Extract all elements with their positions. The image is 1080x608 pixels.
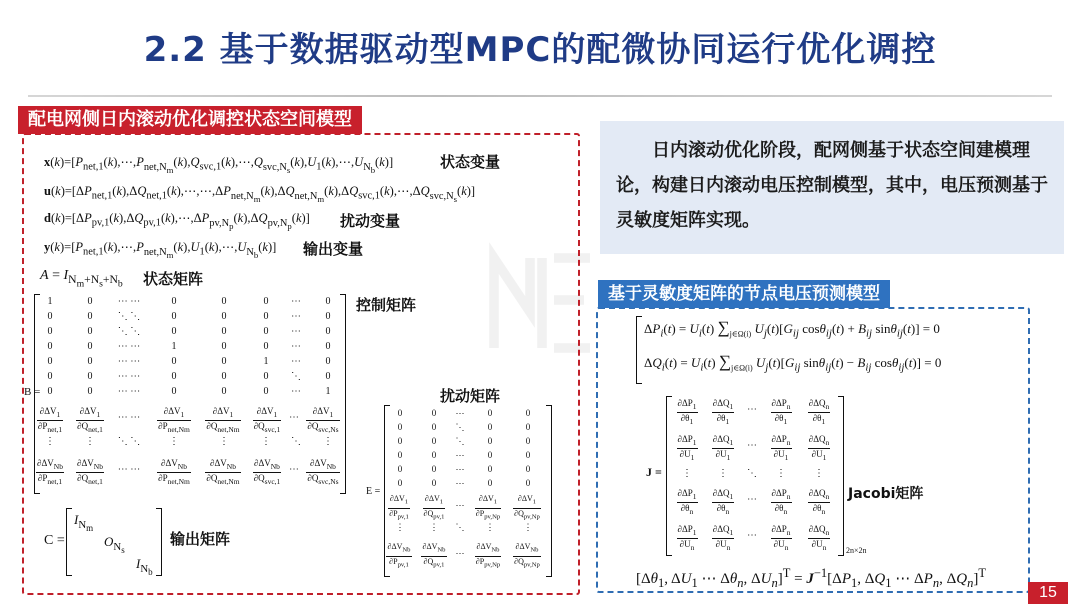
voltage-prediction-equation: [$\Delta\theta_1$, $\Delta U_1$ ⋯ $\Delta\theta_n$, $\Delta U_n]^T = J^{-1}[\Delta P_1$, $\Delta Q_1$ ⋯ $\Delta P_n$, $\Delta Q_n]^T$ <box>636 566 986 590</box>
output-vector-equation: $y(k)=[P_{net,1}(k),\cdots,P_{net,N_m}(k),U_1(k),\cdots,U_{N_b}(k)]$ <box>44 240 277 260</box>
jacobian-size: 2n×2n <box>846 546 867 555</box>
output-matrix-left-bracket <box>66 508 72 576</box>
control-matrix-symbol: B = <box>24 386 41 398</box>
jacobian-right-bracket <box>838 396 844 556</box>
state-matrix-equation: $A = I_{N_m+N_s+N_b}$ <box>40 268 123 290</box>
title-divider <box>28 95 1052 97</box>
control-matrix-body: 1 0 ⋯ ⋯ 0 0 0 ⋯ 0 0 0 ⋱ ⋱ 0 0 0 ⋯ 0 0 0 ⋱ ⋱ 0 0 0 ⋯ 0 0 0 ⋯ ⋯ 1 0 0 ⋯ 0 0 0 ⋯ ⋯ 0 0 1 ⋯ 0 0 0 ⋯ ⋯ 0 0 0 ⋱ 0 0 0 ⋯ ⋯ 0 0 0 ⋯ 1 $\frac{\partial\Delta V_1}{\partial P_{net,1}}$ $\frac{\partial\Delta V_1}{\partial Q_{net,1}}$ ⋯ ⋯ $\frac{\partial\Delta V_1}{\partial P_{net,Nm}}$ $\frac{\partial\Delta V_1}{\partial Q_{net,Nm}}$ $\frac{\partial\Delta V_1}{\partial Q_{svc,1}}$ ⋯ $\frac{\partial\Delta V_1}{\partial Q_{svc,Ns}}$ ⋮ ⋮ ⋱ ⋱ ⋮ ⋮ ⋮ ⋱ ⋮ $\frac{\partial\Delta V_{Nb}}{\partial P_{net,1}}$ $\frac{\partial\Delta V_{Nb}}{\partial Q_{net,1}}$ ⋯ ⋯ $\frac{\partial\Delta V_{Nb}}{\partial P_{net,Nm}}$ $\frac{\partial\Delta V_{Nb}}{\partial Q_{net,Nm}}$ $\frac{\partial\Delta V_{Nb}}{\partial Q_{svc,1}}$ ⋯ $\frac{\partial\Delta V_{Nb}}{\partial Q_{svc,Ns}}$ <box>37 296 339 486</box>
output-matrix-zero-ns: $O_{N_s}$ <box>104 534 125 555</box>
state-vector-equation: $x(k)=[P_{net,1}(k),\cdots,P_{net,N_m}(k),Q_{svc,1}(k),\cdots,Q_{svc,N_s}(k),U_1(k),\cdots,U_{N_b}(k)]$ <box>44 155 394 175</box>
state-matrix-tag: 状态矩阵 <box>143 270 204 288</box>
state-space-model-label: 配电网侧日内滚动优化调控状态空间模型 <box>18 106 362 134</box>
disturbance-matrix-right-bracket <box>546 405 552 577</box>
jacobian-tag: Jacobi矩阵 <box>848 486 924 502</box>
state-variable-tag: 状态变量 <box>440 153 501 171</box>
disturbance-matrix-symbol: E = <box>366 486 381 497</box>
disturbance-matrix-tag: 扰动矩阵 <box>440 387 501 405</box>
disturbance-matrix-body: 0 0 ⋯ 0 0 0 0 ⋱ 0 0 0 0 ⋱ 0 0 0 0 ⋯ 0 0 0 0 ⋯ 0 0 0 0 ⋯ 0 0 $\frac{\partial\Delta V_1}{\partial P_{pv,1}}$ $\frac{\partial\Delta V_1}{\partial Q_{pv,1}}$ ⋯ $\frac{\partial\Delta V_1}{\partial P_{pv,Np}}$ $\frac{\partial\Delta V_1}{\partial Q_{pv,Np}}$ ⋮ ⋮ ⋱ ⋮ ⋮ $\frac{\partial\Delta V_{Nb}}{\partial P_{pv,1}}$ $\frac{\partial\Delta V_{Nb}}{\partial Q_{pv,1}}$ ⋯ $\frac{\partial\Delta V_{Nb}}{\partial P_{pv,Np}}$ $\frac{\partial\Delta V_{Nb}}{\partial Q_{pv,Np}}$ <box>387 408 540 569</box>
disturbance-variable-tag: 扰动变量 <box>340 212 401 230</box>
power-flow-brace <box>636 316 642 384</box>
output-matrix-symbol: C = <box>44 533 65 548</box>
output-matrix-right-bracket <box>156 508 162 576</box>
reactive-power-equation: $\Delta Q_i(t) = U_i(t)$ $\sum_{j\in\Omega(i)}$ $U_j(t)[G_{ij}$ $\sin\theta_{ij}(t) - B_{ij}$ cosθ$_{ij}$(t)] = 0 <box>644 352 942 374</box>
disturbance-vector-equation: $d(k)=[\Delta P_{pv,1}(k),\Delta Q_{pv,1}(k),\cdots,\Delta P_{pv,N_p}(k),\Delta Q_{pv,N_p}(k)]$ <box>44 211 310 231</box>
page-number: 15 <box>1028 582 1068 604</box>
jacobian-body: $\frac{\partial\Delta P_1}{\partial\theta_1}$ $\frac{\partial\Delta Q_1}{\partial\theta_1}$ ⋯ $\frac{\partial\Delta P_n}{\partial\theta_1}$ $\frac{\partial\Delta Q_n}{\partial\theta_1}$ $\frac{\partial\Delta P_1}{\partial U_1}$ $\frac{\partial\Delta Q_1}{\partial U_1}$ ⋯ $\frac{\partial\Delta P_n}{\partial U_1}$ $\frac{\partial\Delta Q_n}{\partial U_1}$ ⋮ ⋮ ⋱ ⋮ ⋮ $\frac{\partial\Delta P_1}{\partial\theta_n}$ $\frac{\partial\Delta Q_1}{\partial\theta_n}$ ⋯ $\frac{\partial\Delta P_n}{\partial\theta_n}$ $\frac{\partial\Delta Q_n}{\partial\theta_n}$ $\frac{\partial\Delta P_1}{\partial U_n}$ $\frac{\partial\Delta Q_1}{\partial U_n}$ ⋯ $\frac{\partial\Delta P_n}{\partial U_n}$ $\frac{\partial\Delta Q_n}{\partial U_n}$ <box>677 398 830 552</box>
control-vector-equation: $u(k)=[\Delta P_{net,1}(k),\Delta Q_{net,1}(k),\cdots,\cdots,\Delta P_{net,N_m}(k),\Delta Q_{net,N_m}(k),\Delta Q_{svc,1}(k),\cdots,\Delta Q_{svc,N_s}(k)]$ <box>44 184 476 204</box>
jacobian-symbol: J = <box>646 465 662 479</box>
slide-title: 2.2 基于数据驱动型MPC的配微协同运行优化调控 <box>143 30 937 70</box>
active-power-equation: $\Delta P_i(t) = U_i(t)$ $\sum_{j\in\Omega(i)}$ $U_j(t)[G_{ij}$ $\cos\theta_{ij}(t) + B_{ij}$ sinθ$_{ij}$(t)] = 0 <box>644 318 940 340</box>
output-matrix-tag: 输出矩阵 <box>170 530 231 548</box>
output-matrix-identity-nb: $I_{N_b}$ <box>136 556 153 577</box>
description-text: 日内滚动优化阶段，配网侧基于状态空间建模理论，构建日内滚动电压控制模型，其中，电压预测基于灵敏度矩阵实现。 <box>616 140 1048 231</box>
output-matrix-identity-nm: $I_{N_m}$ <box>74 512 94 533</box>
voltage-prediction-label: 基于灵敏度矩阵的节点电压预测模型 <box>598 280 890 308</box>
description-panel <box>600 121 1064 254</box>
control-matrix-tag: 控制矩阵 <box>356 296 417 314</box>
output-variable-tag: 输出变量 <box>303 240 364 258</box>
